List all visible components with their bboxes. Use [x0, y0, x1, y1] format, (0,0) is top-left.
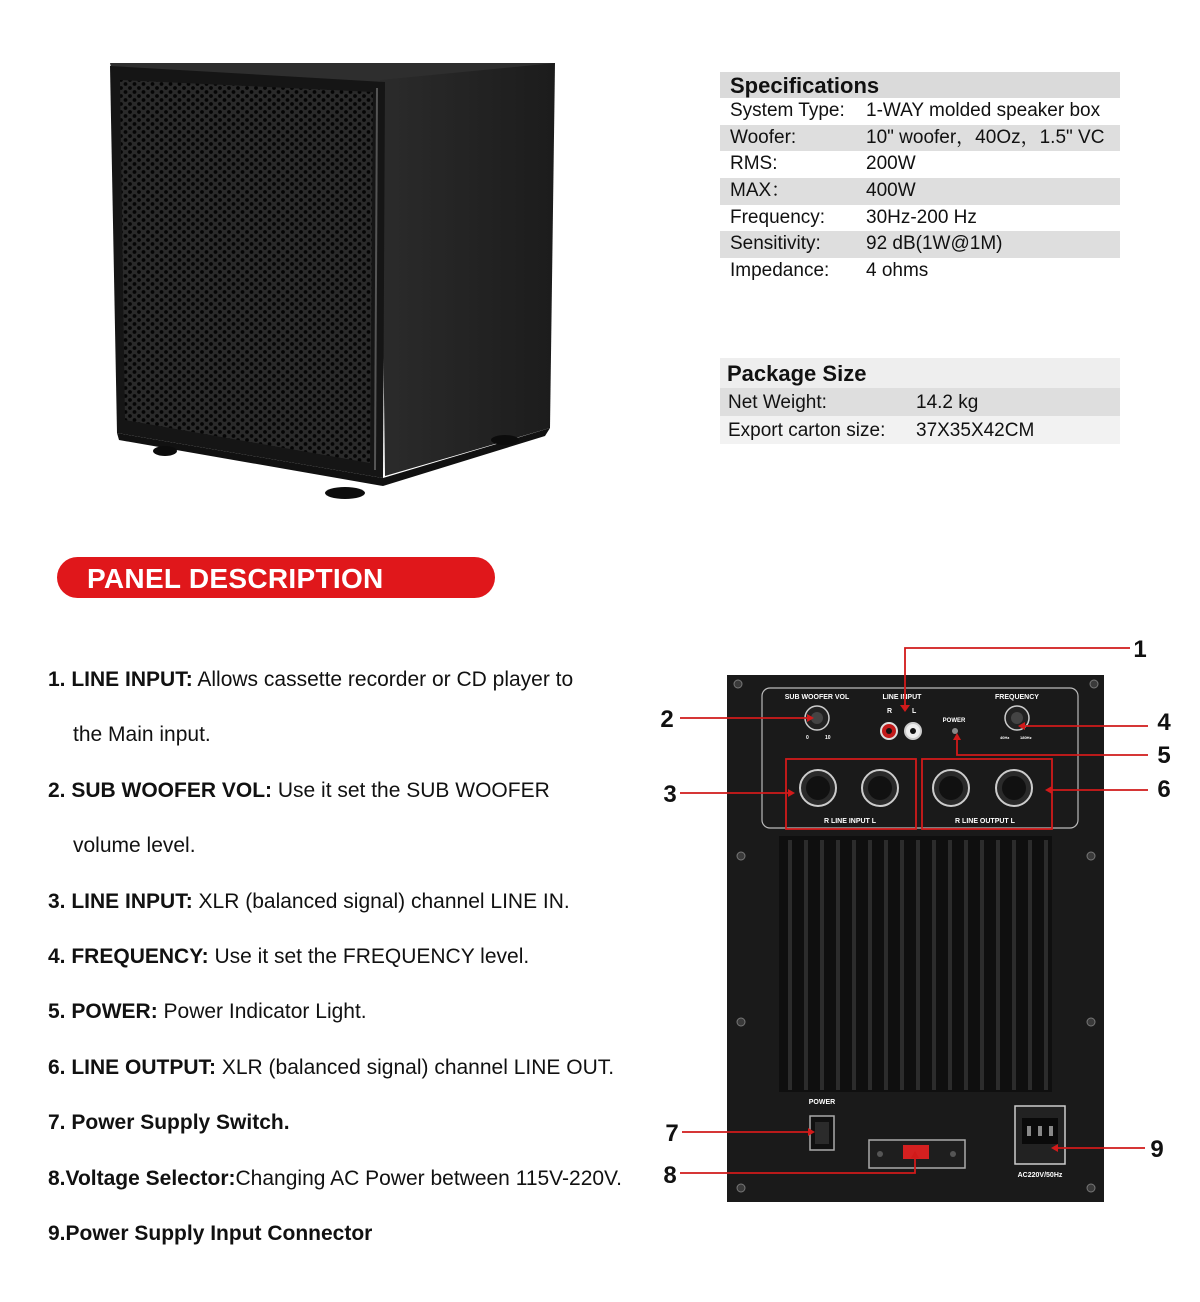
list-item [48, 994, 688, 1049]
panel-description-banner: PANEL DESCRIPTION [57, 557, 495, 598]
vol-min-label: 0 [806, 735, 809, 741]
spec-row [720, 125, 1120, 152]
line-input-rca-label: LINE INPUT [882, 694, 922, 701]
spec-label: MAX： [730, 180, 791, 202]
item-name: LINE INPUT: [71, 668, 193, 691]
item-text: Changing AC Power between 115V-220V. [235, 1166, 622, 1190]
spec-row [720, 258, 1120, 285]
item-name: SUB WOOFER VOL: [71, 778, 273, 802]
power-led-label: POWER [942, 718, 966, 724]
list-item [48, 884, 688, 939]
sub-woofer-vol-label: SUB WOOFER VOL [784, 694, 850, 701]
item-text: Use it set the FREQUENCY level. [208, 944, 530, 968]
ac-rating-label: AC220V/50Hz [1017, 1172, 1063, 1179]
callout-5: 5 [1157, 742, 1171, 769]
list-item-continuation: volume level. [73, 834, 196, 858]
item-number: 7. [48, 1111, 66, 1135]
list-item [48, 939, 688, 994]
item-text: Power Indicator Light. [157, 1000, 367, 1024]
spec-label: System Type: [730, 100, 845, 121]
list-item [48, 1161, 688, 1216]
panel-description-list [48, 662, 688, 1271]
item-name: LINE INPUT: [71, 889, 193, 913]
item-number: 4. [48, 944, 66, 968]
list-item [48, 662, 688, 717]
callout-3: 3 [663, 781, 677, 808]
callout-9: 9 [1150, 1136, 1164, 1163]
power-led-icon [952, 728, 958, 734]
item-number: 8. [48, 1166, 66, 1190]
package-row [720, 388, 1120, 416]
spec-value: 4 ohms [866, 260, 929, 282]
item-number: 2. [48, 778, 66, 802]
package-size-title: Package Size [720, 358, 1120, 388]
item-name: Voltage Selector: [65, 1166, 236, 1190]
item-number: 1. [48, 668, 66, 691]
line-output-xlr-label: R LINE OUTPUT L [955, 818, 1015, 825]
spec-row [720, 178, 1120, 205]
line-input-xlr-label: R LINE INPUT L [823, 818, 877, 825]
list-item [48, 1216, 688, 1271]
specifications-table [720, 72, 1120, 285]
list-item-continuation: the Main input. [73, 723, 211, 747]
rca-left-label: L [912, 708, 917, 715]
item-name: LINE OUTPUT: [71, 1055, 217, 1079]
callout-8: 8 [663, 1162, 677, 1189]
spec-row [720, 205, 1120, 232]
specifications-title: Specifications [720, 72, 1120, 98]
item-text: XLR (balanced signal) channel LINE IN. [192, 889, 570, 913]
item-number: 9. [48, 1221, 66, 1245]
package-size-table [720, 358, 1120, 444]
spec-label: Sensitivity: [730, 233, 821, 255]
power-switch-label: POWER [808, 1099, 836, 1106]
speaker-product-image [105, 58, 565, 503]
spec-value: 200W [866, 153, 916, 175]
item-name: POWER: [71, 1000, 158, 1024]
list-item [48, 1105, 688, 1160]
item-name: FREQUENCY: [71, 944, 209, 968]
spec-value: 10" woofer，40Oz，1.5" VC [866, 126, 1105, 148]
item-name: Power Supply Input Connector [65, 1221, 373, 1245]
callout-4: 4 [1157, 709, 1171, 736]
rca-right-label: R [887, 708, 893, 715]
item-number: 5. [48, 1000, 66, 1024]
spec-value: 1-WAY molded speaker box [866, 100, 1101, 121]
list-item [48, 1050, 688, 1105]
freq-min-label: 40Hz [1000, 735, 1010, 740]
spec-value: 400W [866, 180, 916, 202]
package-value: 37X35X42CM [916, 420, 1035, 441]
rear-panel-diagram [650, 630, 1200, 1210]
spec-row [720, 98, 1120, 125]
callout-2: 2 [660, 706, 674, 733]
item-text: Allows cassette recorder or CD player to [192, 668, 574, 691]
spec-row [720, 231, 1120, 258]
freq-max-label: 180Hz [1020, 735, 1032, 740]
package-label: Net Weight: [728, 392, 827, 413]
spec-label: Frequency: [730, 206, 826, 228]
item-text: Use it set the SUB WOOFER [272, 778, 550, 802]
package-label: Export carton size: [728, 420, 886, 441]
package-value: 14.2 kg [916, 392, 979, 413]
callout-7: 7 [665, 1120, 679, 1147]
spec-label: RMS: [730, 153, 778, 175]
spec-value: 92 dB(1W@1M) [866, 233, 1003, 255]
spec-row [720, 151, 1120, 178]
spec-value: 30Hz-200 Hz [866, 206, 977, 228]
package-row [720, 416, 1120, 444]
list-item [48, 773, 688, 828]
vol-max-label: 10 [825, 735, 831, 741]
item-name: Power Supply Switch. [71, 1111, 290, 1135]
item-text: XLR (balanced signal) channel LINE OUT. [216, 1055, 615, 1079]
callout-1: 1 [1133, 636, 1147, 663]
item-number: 6. [48, 1055, 66, 1079]
heatsink [779, 836, 1052, 1092]
callout-6: 6 [1157, 776, 1171, 803]
frequency-label: FREQUENCY [995, 694, 1039, 701]
item-number: 3. [48, 889, 66, 913]
spec-label: Woofer: [730, 126, 797, 148]
spec-label: Impedance: [730, 260, 830, 282]
